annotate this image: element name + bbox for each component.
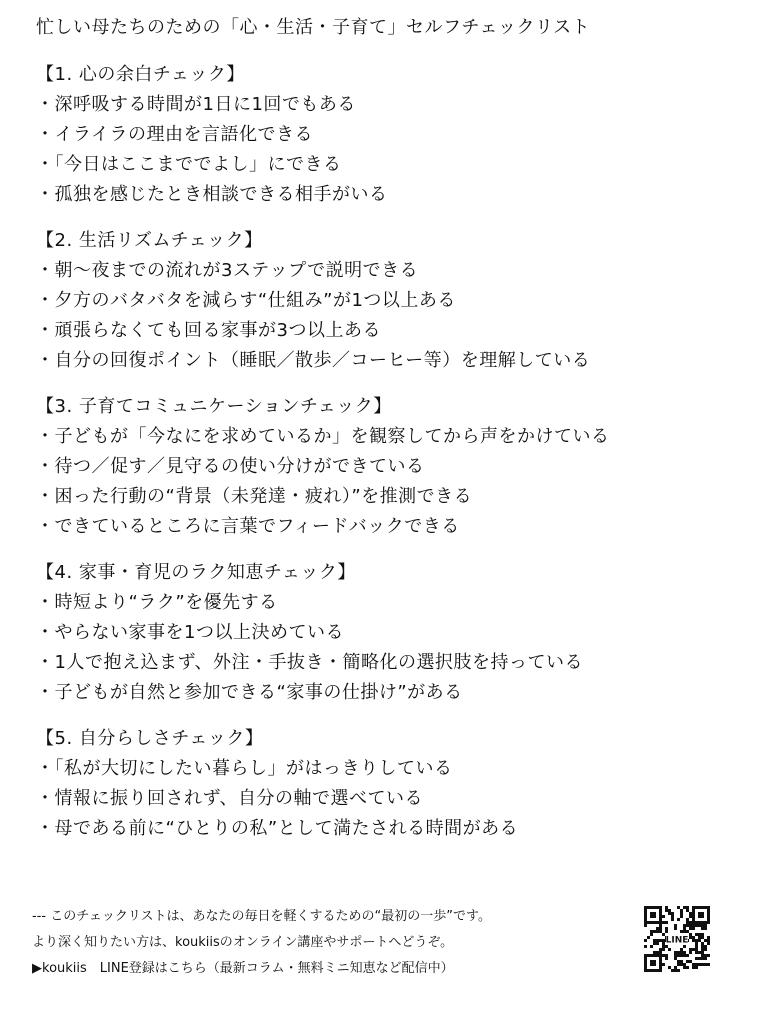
section-self [36, 724, 756, 844]
checklist-item: ・夕方のバタバタを減らす“仕組み”が1つ以上ある [36, 290, 456, 311]
section-mind [36, 60, 756, 210]
checklist-item: ・情報に振り回されず、自分の軸で選べている [36, 788, 424, 809]
checklist-item: ・母である前に“ひとりの私”として満たされる時間がある [36, 818, 519, 839]
qr-label: LINE [665, 935, 689, 946]
section-heading: 【3. 子育てコミュニケーションチェック】 [36, 396, 392, 417]
checklist-item: ・イライラの理由を言語化できる [36, 124, 313, 145]
checklist-item: ・深呼吸する時間が1日に1回でもある [36, 94, 356, 115]
checklist-item: ・時短より“ラク”を優先する [36, 592, 278, 613]
section-heading: 【2. 生活リズムチェック】 [36, 230, 263, 251]
section-housework-tips [36, 558, 756, 708]
checklist-item: ・自分の回復ポイント（睡眠／散歩／コーヒー等）を理解している [36, 350, 591, 371]
qr-code-icon[interactable] [644, 906, 710, 972]
checklist-item: ・待つ／促す／見守るの使い分けができている [36, 456, 425, 477]
document-title: 忙しい母たちのための「心・生活・子育て」セルフチェックリスト [36, 17, 591, 38]
checklist-item: ・1人で抱え込まず、外注・手抜き・簡略化の選択肢を持っている [36, 652, 584, 673]
section-heading: 【4. 家事・育児のラク知恵チェック】 [36, 562, 356, 583]
checklist-item: ・孤独を感じたとき相談できる相手がいる [36, 184, 388, 205]
checklist-item: ・子どもが自然と参加できる“家事の仕掛け”がある [36, 682, 463, 703]
checklist-item: ・困った行動の“背景（未発達・疲れ）”を推測できる [36, 486, 473, 507]
section-heading: 【1. 心の余白チェック】 [36, 64, 245, 85]
checklist-item: ・朝〜夜までの流れが3ステップで説明できる [36, 260, 419, 281]
checklist-item: ・子どもが「今なにを求めているか」を観察してから声をかけている [36, 426, 610, 447]
line-registration-link[interactable]: ▶koukiis LINE登録はこちら（最新コラム・無料ミニ知恵など配信中） [32, 961, 454, 976]
checklist-item: ・頑張らなくても回る家事が3つ以上ある [36, 320, 381, 341]
footer [32, 904, 622, 982]
section-life-rhythm [36, 226, 756, 376]
checklist-item: ・「私が大切にしたい暮らし」がはっきりしている [36, 758, 453, 779]
checklist-item: ・できているところに言葉でフィードバックできる [36, 516, 460, 537]
checklist-sections [36, 60, 756, 860]
section-heading: 【5. 自分らしさチェック】 [36, 728, 264, 749]
footer-intro: --- このチェックリストは、あなたの毎日を軽くするための“最初の一歩”です。 [32, 909, 491, 924]
checklist-item: ・やらない家事を1つ以上決めている [36, 622, 344, 643]
checklist-item: ・「今日はここまででよし」にできる [36, 154, 342, 175]
section-parenting-communication [36, 392, 756, 542]
footer-invitation: より深く知りたい方は、koukiisのオンライン講座やサポートへどうぞ。 [32, 935, 454, 950]
